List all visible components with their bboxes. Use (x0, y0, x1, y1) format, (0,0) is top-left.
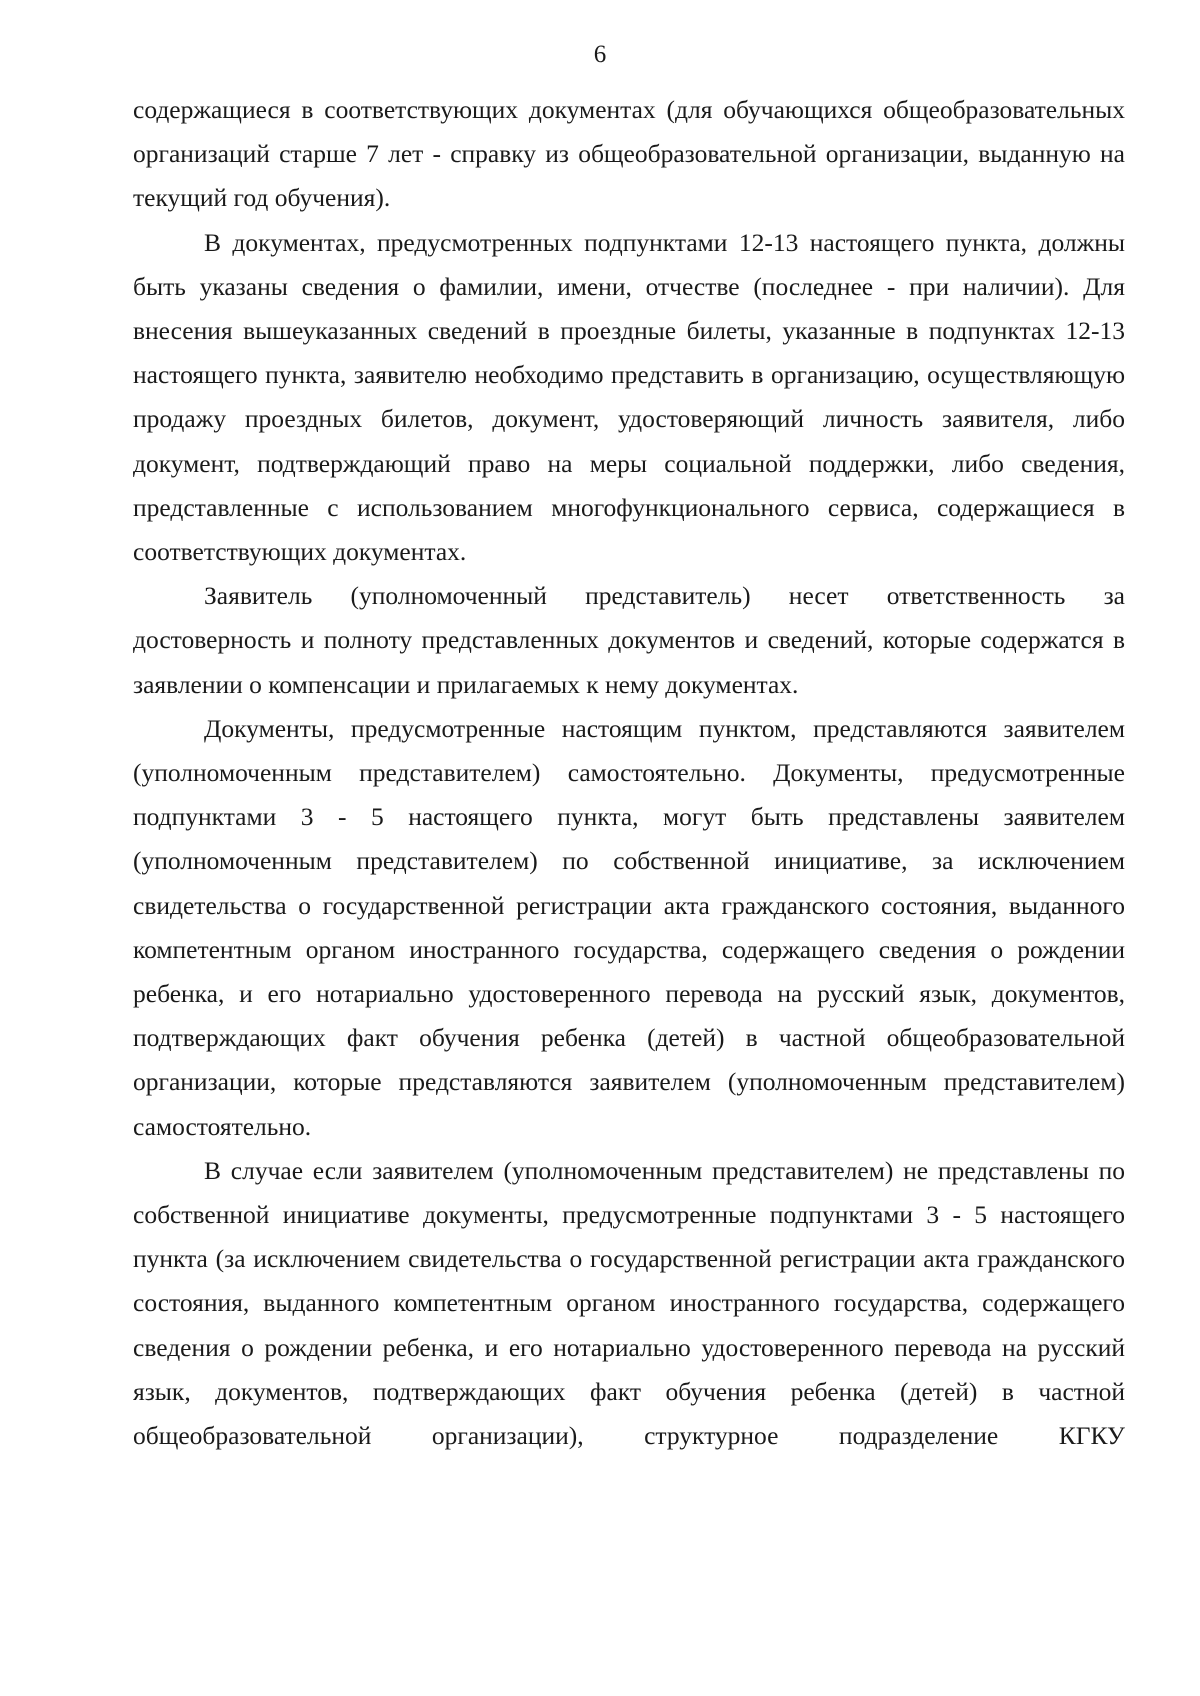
paragraph-documents-names: В документах, предусмотренных подпунктами 12-13 настоящего пункта, должны быть указаны сведения о фамилии, имени, отчестве (последнее - при наличии). Для внесения вышеуказанных сведений в проездные билеты, указанные в подпунктах 12-13 настоящего пункта, заявителю необходимо представить в организацию, осуществляющую продажу проездных билетов, документ, удостоверяющий личность заявителя, либо документ, подтверждающий право на меры социальной поддержки, либо сведения, представленные с использованием многофункционального сервиса, содержащиеся в соответствующих документах. (133, 227, 1125, 567)
paragraph-documents-submission: Документы, предусмотренные настоящим пунктом, представляются заявителем (уполномоченным представителем) самостоятельно. Документы, предусмотренные подпунктами 3 - 5 настоящего пункта, могут быть представлены заявителем (уполномоченным представителем) по собственной инициативе, за исключением свидетельства о государственной регистрации акта гражданского состояния, выданного компетентным органом иностранного государства, содержащего сведения о рождении ребенка, и его нотариально удостоверенного перевода на русский язык, документов, подтверждающих факт обучения ребенка (детей) в частной общеобразовательной организации, которые представляются заявителем (уполномоченным представителем) самостоятельно. (133, 713, 1125, 1141)
paragraph-not-submitted: В случае если заявителем (уполномоченным представителем) не представлены по собственной инициативе документы, предусмотренные подпунктами 3 - 5 настоящего пункта (за исключением свидетельства о государственной регистрации акта гражданского состояния, выданного компетентным органом иностранного государства, содержащего сведения о рождении ребенка, и его нотариально удостоверенного перевода на русский язык, документов, подтверждающих факт обучения ребенка (детей) в частной общеобразовательной организации), структурное подразделение КГКУ (133, 1155, 1125, 1451)
paragraph-continuation: содержащиеся в соответствующих документах (для обучающихся общеобразовательных организаций старше 7 лет - справку из общеобразовательной организации, выданную на текущий год обучения). (133, 95, 1125, 213)
page-number: 6 (593, 41, 607, 68)
document-body (133, 88, 1125, 1458)
paragraph-responsibility: Заявитель (уполномоченный представитель) несет ответственность за достоверность и полноту представленных документов и сведений, которые содержатся в заявлении о компенсации и прилагаемых к нему документах. (133, 581, 1125, 699)
